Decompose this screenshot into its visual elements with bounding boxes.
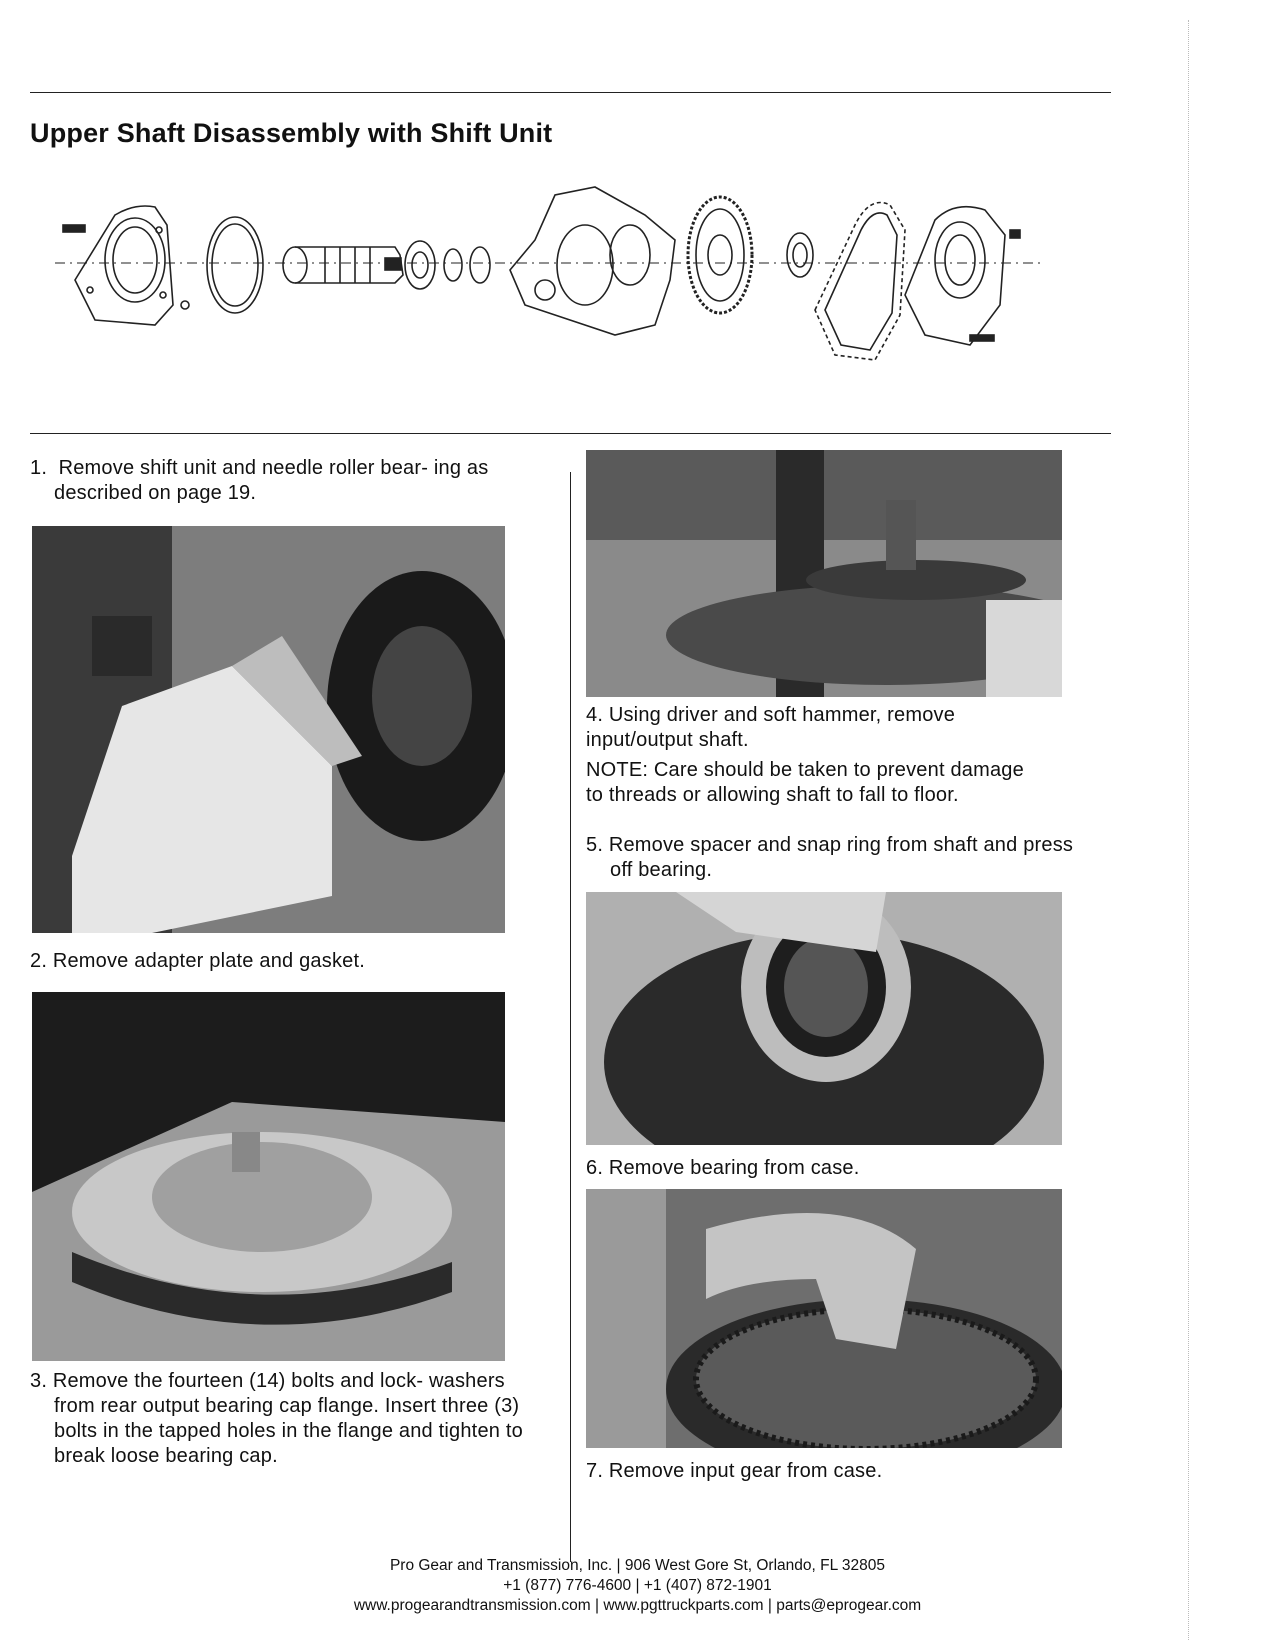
page-footer [0, 1556, 1275, 1616]
step-6-text: 6. Remove bearing from case. [586, 1157, 860, 1179]
bearing-part [405, 241, 490, 289]
photo-shift-unit [32, 526, 505, 933]
photo-bearing-removal [586, 892, 1062, 1145]
step-3-text: 3. Remove the fourteen (14) bolts and lock- washers from rear output bearing cap flange. Insert three (3) bolts in the tapped holes in the flange and tighten to break loose bearing cap. [30, 1370, 523, 1467]
step-5-text: 5. Remove spacer and snap ring from shaft and press off bearing. [586, 834, 1074, 881]
cap-gasket-part [815, 203, 905, 361]
top-rule [30, 92, 1111, 93]
exploded-parts-diagram [55, 185, 1095, 400]
step-4-text: 4. Using driver and soft hammer, remove input/output shaft. [586, 704, 956, 751]
page-title: Upper Shaft Disassembly with Shift Unit [30, 118, 553, 148]
bearing-cap-part [905, 207, 1020, 345]
scan-edge-artifact [1188, 20, 1189, 1640]
column-divider [570, 472, 571, 1562]
photo-input-gear [586, 1189, 1062, 1448]
gasket-part [207, 217, 263, 313]
footer-phone: +1 (877) 776-4600 | +1 (407) 872-1901 [503, 1577, 772, 1594]
note-text: NOTE: Care should be taken to prevent damage to threads or allowing shaft to fall to floor. [586, 759, 1024, 806]
step-7-text: 7. Remove input gear from case. [586, 1460, 883, 1482]
step-1-text: 1. Remove shift unit and needle roller bear- ing as described on page 19. [30, 457, 489, 504]
footer-company-address: Pro Gear and Transmission, Inc. | 906 West Gore St, Orlando, FL 32805 [389, 1557, 886, 1574]
step-2-text: 2. Remove adapter plate and gasket. [30, 950, 365, 972]
transmission-case-part [510, 187, 675, 335]
section-rule [30, 433, 1111, 434]
rear-bearing-part [787, 233, 813, 277]
footer-links: www.progearandtransmission.com | www.pgttruckparts.com | parts@eprogear.com [353, 1597, 922, 1614]
input-output-shaft-part [283, 247, 403, 283]
photo-driver-hammer [586, 450, 1062, 697]
input-gear-part [688, 197, 752, 313]
adapter-plate-part [75, 206, 189, 325]
photo-adapter-plate [32, 992, 505, 1361]
bolt-part [63, 225, 85, 232]
